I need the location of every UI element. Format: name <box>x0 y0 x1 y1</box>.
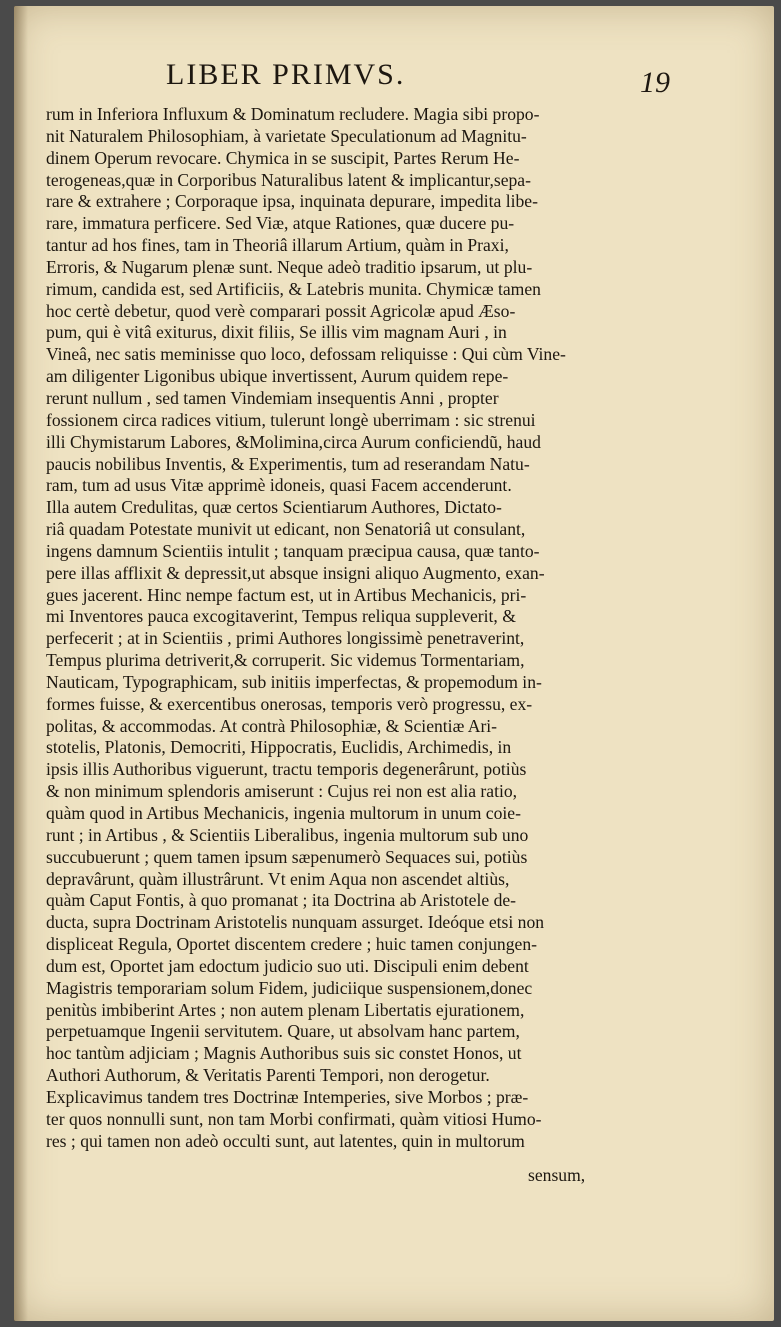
text-line: tantur ad hos fines, tam in Theoriâ illarum Artium, quàm in Praxi, <box>46 235 509 256</box>
catchword: sensum, <box>528 1165 586 1185</box>
text-line: paucis nobilibus Inventis, & Experimentis, tum ad reserandam Natu- <box>46 453 530 474</box>
running-head: LIBER PRIMVS. <box>166 58 406 91</box>
text-line: hoc certè debetur, quod verè comparari possit Agricolæ apud Æso- <box>46 300 516 321</box>
text-line: terogeneas,quæ in Corporibus Naturalibus latent & implicantur,sepa- <box>46 169 531 190</box>
text-line: Tempus plurima detriverit,& corruperit. Sic videmus Tormentariam, <box>46 650 525 671</box>
text-line: ter quos nonnulli sunt, non tam Morbi confirmati, quàm vitiosi Humo- <box>46 1108 542 1129</box>
book-page <box>14 6 774 1321</box>
text-line: pum, qui è vitâ exiturus, dixit filiis, Se illis vim magnam Auri , in <box>46 322 507 343</box>
text-line: stotelis, Platonis, Democriti, Hippocratis, Euclidis, Archimedis, in <box>46 737 512 758</box>
text-line: am diligenter Ligonibus ubique invertissent, Aurum quidem repe- <box>46 366 509 387</box>
text-line: Vineâ, nec satis meminisse quo loco, defossam reliquisse : Qui cùm Vine- <box>46 344 566 365</box>
text-line: runt ; in Artibus , & Scientiis Liberalibus, ingenia multorum sub uno <box>46 824 529 845</box>
text-line: Explicavimus tandem tres Doctrinæ Intemperies, sive Morbos ; præ- <box>46 1086 529 1107</box>
text-line: ducta, supra Doctrinam Aristotelis nunquam assurget. Ideóque etsi non <box>46 912 545 933</box>
text-line: gues jacerent. Hinc nempe factum est, ut in Artibus Mechanicis, pri- <box>46 584 527 605</box>
text-line: mi Inventores pauca excogitaverint, Tempus reliqua suppleverit, & <box>46 606 516 627</box>
text-line: & non minimum splendoris amiserunt : Cujus rei non est alia ratio, <box>46 781 518 802</box>
page-number: 19 <box>640 66 670 99</box>
text-line: succubuerunt ; quem tamen ipsum sæpenumerò Sequaces sui, potiùs <box>46 846 528 867</box>
text-line: riâ quadam Potestate munivit ut edicant, non Senatoriâ ut consulant, <box>46 519 526 540</box>
text-line: displiceat Regula, Oportet discentem credere ; huic tamen conjungen- <box>46 934 537 955</box>
text-line: hoc tantùm adjiciam ; Magnis Authoribus suis sic constet Honos, ut <box>46 1043 522 1064</box>
text-line: Nauticam, Typographicam, sub initiis imperfectas, & propemodum in- <box>46 671 542 692</box>
text-line: Illa autem Credulitas, quæ certos Scientiarum Authores, Dictato- <box>46 497 502 518</box>
text-line: Magistris temporariam solum Fidem, judiciique suspensionem,donec <box>46 977 533 998</box>
text-line: rimum, candida est, sed Artificiis, & Latebris munita. Chymicæ tamen <box>46 278 541 299</box>
text-line: rum in Inferiora Influxum & Dominatum recludere. Magia sibi propo- <box>46 104 540 124</box>
text-line: pere illas afflixit & depressit,ut absque insigni aliquo Augmento, exan- <box>46 562 545 583</box>
text-line: ipsis illis Authoribus viguerunt, tractu temporis degenerârunt, potiùs <box>46 759 527 780</box>
text-line: quàm quod in Artibus Mechanicis, ingenia multorum in unum coie- <box>46 803 521 823</box>
text-line: dum est, Oportet jam edoctum judicio suo uti. Discipuli enim debent <box>46 955 529 976</box>
text-line: perpetuamque Ingenii servitutem. Quare, ut absolvam hanc partem, <box>46 1021 520 1042</box>
text-line: formes fuisse, & exercentibus onerosas, temporis verò progressu, ex- <box>46 693 533 714</box>
text-line: res ; qui tamen non adeò occulti sunt, aut latentes, quin in multorum <box>46 1130 525 1151</box>
text-line: illi Chymistarum Labores, &Molimina,circa Aurum conficiendũ, haud <box>46 431 541 452</box>
text-line: quàm Caput Fontis, à quo promanat ; ita Doctrina ab Aristotele de- <box>46 890 517 911</box>
text-line: fossionem circa radices vitium, tulerunt longè uberrimam : sic strenui <box>46 409 536 430</box>
text-line: nit Naturalem Philosophiam, à varietate Speculationum ad Magnitu- <box>46 125 527 146</box>
text-line: rerunt nullum , sed tamen Vindemiam insequentis Anni , propter <box>46 387 499 408</box>
body-text <box>46 104 606 1153</box>
text-line: penitùs imbiberint Artes ; non autem plenam Libertatis ejurationem, <box>46 999 525 1020</box>
text-line: perfecerit ; at in Scientiis , primi Authores longissimè penetraverint, <box>46 628 525 649</box>
text-line: ram, tum ad usus Vitæ apprimè idoneis, quasi Facem accenderunt. <box>46 475 512 496</box>
text-line: ingens damnum Scientiis intulit ; tanquam præcipua causa, quæ tanto- <box>46 540 540 561</box>
text-line: dinem Operum revocare. Chymica in se suscipit, Partes Rerum He- <box>46 147 520 168</box>
text-line: rare & extrahere ; Corporaque ipsa, inquinata depurare, impedita libe- <box>46 191 538 212</box>
text-line: Authori Authorum, & Veritatis Parenti Tempori, non derogetur. <box>46 1065 490 1086</box>
text-line: depravârunt, quàm illustrârunt. Vt enim Aqua non ascendet altiùs, <box>46 868 510 889</box>
text-line: Erroris, & Nugarum plenæ sunt. Neque adeò traditio ipsarum, ut plu- <box>46 256 533 277</box>
text-line: rare, immatura perficere. Sed Viæ, atque Rationes, quæ ducere pu- <box>46 213 515 234</box>
text-line: politas, & accommodas. At contrà Philosophiæ, & Scientiæ Ari- <box>46 715 498 736</box>
